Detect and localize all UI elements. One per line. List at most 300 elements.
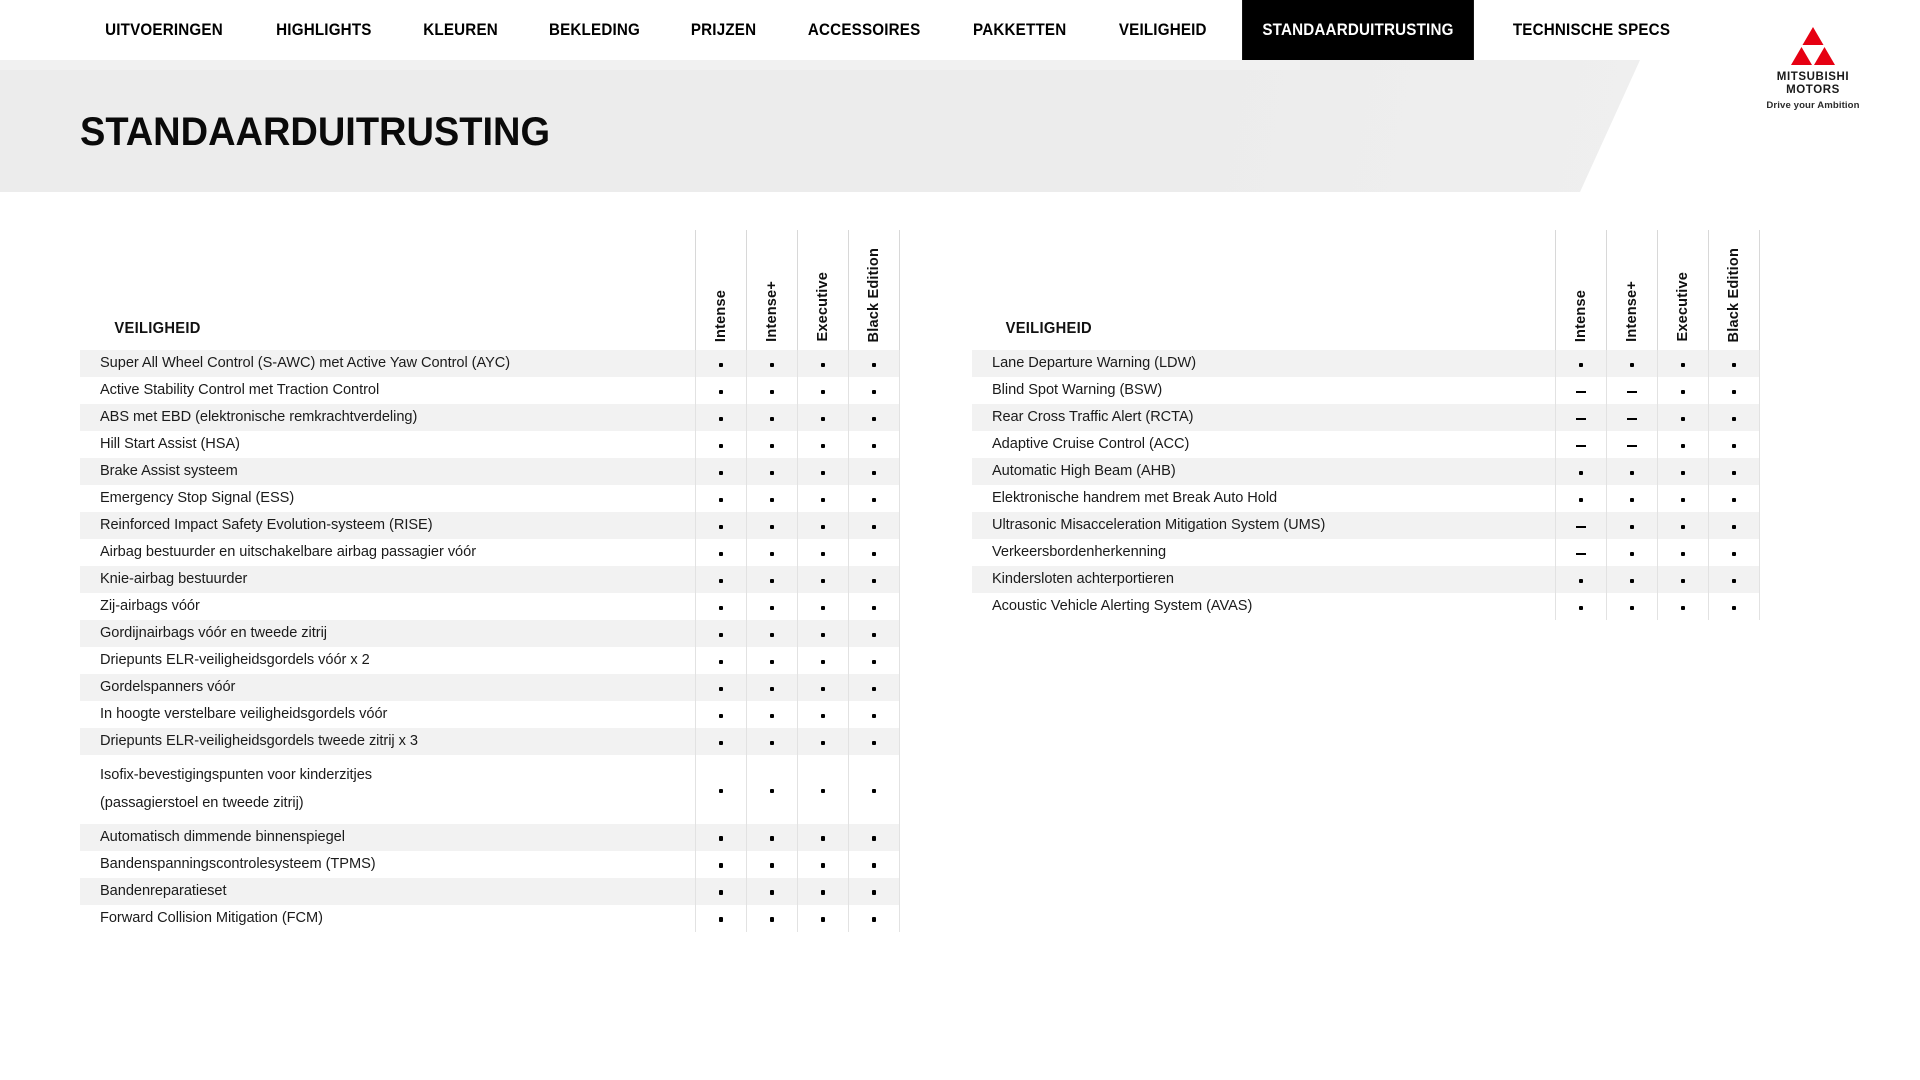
availability-dot <box>1709 404 1760 431</box>
availability-dot <box>747 878 798 905</box>
dot-icon <box>719 633 724 638</box>
availability-dot <box>1607 458 1658 485</box>
dot-icon <box>821 714 826 719</box>
dot-icon <box>872 417 877 422</box>
dot-icon <box>1732 498 1737 503</box>
availability-dot <box>798 404 849 431</box>
nav-item-uitvoeringen[interactable]: UITVOERINGEN <box>105 20 223 39</box>
table-row <box>80 824 900 851</box>
dot-icon <box>719 741 724 746</box>
page-banner <box>0 60 1920 192</box>
dot-icon <box>872 863 877 868</box>
dot-icon <box>872 498 877 503</box>
dot-icon <box>770 552 775 557</box>
feature-label: Bandenspanningscontrolesysteem (TPMS) <box>80 851 696 878</box>
availability-dot <box>1607 485 1658 512</box>
table-row <box>972 593 1760 620</box>
availability-dot <box>849 512 900 539</box>
availability-dot <box>1658 566 1709 593</box>
availability-dot <box>696 458 747 485</box>
availability-dot <box>1709 431 1760 458</box>
trim-column-header <box>696 230 747 350</box>
availability-dot <box>747 674 798 701</box>
dot-icon <box>1681 444 1686 449</box>
nav-item-prijzen[interactable]: PRIJZEN <box>690 20 757 39</box>
availability-dot <box>798 728 849 755</box>
dot-icon <box>821 552 826 557</box>
table-row <box>80 701 900 728</box>
brand-tagline: Drive your Ambition <box>1766 99 1860 111</box>
dot-icon <box>1732 417 1737 422</box>
dash-icon <box>1576 553 1586 555</box>
dot-icon <box>872 606 877 611</box>
dot-icon <box>821 660 826 665</box>
trim-column-label: Executive <box>1674 272 1691 342</box>
trim-column-header <box>1658 230 1709 350</box>
trim-column-label: Intense+ <box>763 281 780 342</box>
availability-dot <box>696 350 747 377</box>
category-heading: VEILIGHEID <box>114 320 201 337</box>
nav-item-highlights[interactable]: HIGHLIGHTS <box>276 20 372 39</box>
dot-icon <box>821 363 826 368</box>
feature-label: Bandenreparatieset <box>80 878 696 905</box>
trim-column-label: Black Edition <box>865 247 882 342</box>
dot-icon <box>770 525 775 530</box>
dot-icon <box>1630 498 1635 503</box>
dot-icon <box>1681 471 1686 476</box>
availability-dot <box>696 539 747 566</box>
availability-dot <box>1556 458 1607 485</box>
nav-item-technische-specs[interactable]: TECHNISCHE SPECS <box>1512 20 1671 39</box>
dot-icon <box>770 890 775 895</box>
availability-dash <box>1556 539 1607 566</box>
feature-label: Kindersloten achterportieren <box>972 566 1556 593</box>
availability-dot <box>849 431 900 458</box>
trim-column-label: Black Edition <box>1725 247 1742 342</box>
dot-icon <box>770 714 775 719</box>
dot-icon <box>770 741 775 746</box>
dot-icon <box>719 917 724 922</box>
table-row <box>972 404 1760 431</box>
availability-dot <box>849 647 900 674</box>
dot-icon <box>872 660 877 665</box>
feature-label: Reinforced Impact Safety Evolution-systeem (RISE) <box>80 512 696 539</box>
availability-dot <box>747 458 798 485</box>
dot-icon <box>1681 417 1686 422</box>
dot-icon <box>821 390 826 395</box>
feature-label: Adaptive Cruise Control (ACC) <box>972 431 1556 458</box>
dot-icon <box>872 444 877 449</box>
specs-table-block-2 <box>900 230 1760 932</box>
feature-label: Zij-airbags vóór <box>80 593 696 620</box>
feature-label: Gordijnairbags vóór en tweede zitrij <box>80 620 696 647</box>
availability-dot <box>696 431 747 458</box>
table-header-row <box>80 230 900 350</box>
table-row <box>80 593 900 620</box>
dot-icon <box>770 444 775 449</box>
availability-dot <box>1658 512 1709 539</box>
dot-icon <box>719 890 724 895</box>
availability-dot <box>1709 593 1760 620</box>
table-row <box>80 851 900 878</box>
availability-dot <box>747 593 798 620</box>
availability-dot <box>1658 350 1709 377</box>
availability-dot <box>1709 485 1760 512</box>
dot-icon <box>821 444 826 449</box>
availability-dot <box>1556 485 1607 512</box>
availability-dot <box>1658 458 1709 485</box>
availability-dot <box>849 539 900 566</box>
availability-dot <box>696 824 747 851</box>
dot-icon <box>1681 606 1686 611</box>
table-header-row <box>972 230 1760 350</box>
dot-icon <box>821 525 826 530</box>
availability-dot <box>798 878 849 905</box>
availability-dot <box>1709 350 1760 377</box>
table-row <box>972 431 1760 458</box>
availability-dash <box>1556 431 1607 458</box>
feature-label: Brake Assist systeem <box>80 458 696 485</box>
availability-dot <box>696 512 747 539</box>
dot-icon <box>719 863 724 868</box>
dot-icon <box>821 890 826 895</box>
dot-icon <box>1732 525 1737 530</box>
dot-icon <box>770 579 775 584</box>
availability-dot <box>798 620 849 647</box>
dot-icon <box>821 687 826 692</box>
dot-icon <box>770 836 775 841</box>
dot-icon <box>821 836 826 841</box>
availability-dot <box>1556 566 1607 593</box>
availability-dot <box>696 377 747 404</box>
availability-dot <box>1658 593 1709 620</box>
table-row <box>80 512 900 539</box>
availability-dot <box>798 377 849 404</box>
dot-icon <box>821 789 826 794</box>
availability-dot <box>1709 566 1760 593</box>
dot-icon <box>1732 606 1737 611</box>
availability-dot <box>1556 350 1607 377</box>
nav-item-veiligheid[interactable]: VEILIGHEID <box>1118 20 1207 39</box>
trim-column-label: Intense <box>1572 289 1589 342</box>
dot-icon <box>1681 579 1686 584</box>
dot-icon <box>770 789 775 794</box>
dot-icon <box>719 525 724 530</box>
availability-dash <box>1607 431 1658 458</box>
dot-icon <box>1630 579 1635 584</box>
availability-dot <box>849 851 900 878</box>
trim-column-label: Executive <box>814 272 831 342</box>
nav-item-kleuren[interactable]: KLEUREN <box>422 20 498 39</box>
feature-label: Ultrasonic Misacceleration Mitigation System (UMS) <box>972 512 1556 539</box>
feature-label <box>80 755 696 824</box>
availability-dot <box>849 728 900 755</box>
trim-column-header <box>1709 230 1760 350</box>
availability-dot <box>798 566 849 593</box>
availability-dot <box>1556 593 1607 620</box>
dot-icon <box>821 863 826 868</box>
dot-icon <box>770 471 775 476</box>
specs-content <box>0 192 1920 932</box>
availability-dot <box>849 458 900 485</box>
table-row <box>80 350 900 377</box>
dash-icon <box>1627 391 1637 393</box>
availability-dot <box>798 905 849 932</box>
trim-column-label: Intense <box>712 289 729 342</box>
availability-dot <box>1658 431 1709 458</box>
table-row <box>972 377 1760 404</box>
availability-dot <box>747 539 798 566</box>
dot-icon <box>872 890 877 895</box>
availability-dot <box>798 512 849 539</box>
feature-label: Rear Cross Traffic Alert (RCTA) <box>972 404 1556 431</box>
feature-label: Driepunts ELR-veiligheidsgordels vóór x 2 <box>80 647 696 674</box>
dot-icon <box>770 863 775 868</box>
feature-label-line: Isofix-bevestigingspunten voor kinderzitjes <box>100 767 373 783</box>
dot-icon <box>821 498 826 503</box>
table-row <box>80 755 900 824</box>
availability-dot <box>798 350 849 377</box>
dot-icon <box>1681 363 1686 368</box>
availability-dot <box>798 458 849 485</box>
dot-icon <box>872 363 877 368</box>
feature-label: Emergency Stop Signal (ESS) <box>80 485 696 512</box>
availability-dot <box>696 851 747 878</box>
dot-icon <box>821 417 826 422</box>
table-row <box>972 566 1760 593</box>
dot-icon <box>821 579 826 584</box>
dot-icon <box>1732 552 1737 557</box>
dot-icon <box>872 741 877 746</box>
availability-dot <box>798 593 849 620</box>
dot-icon <box>872 471 877 476</box>
feature-label: Verkeersbordenherkenning <box>972 539 1556 566</box>
feature-label: Lane Departure Warning (LDW) <box>972 350 1556 377</box>
dot-icon <box>872 836 877 841</box>
dot-icon <box>872 789 877 794</box>
specs-table <box>80 230 900 932</box>
availability-dot <box>849 824 900 851</box>
dot-icon <box>719 471 724 476</box>
dash-icon <box>1576 445 1586 447</box>
trim-column-label: Intense+ <box>1623 281 1640 342</box>
dash-icon <box>1576 418 1586 420</box>
brand-name-line1: MITSUBISHI <box>1776 71 1850 83</box>
availability-dot <box>849 620 900 647</box>
availability-dot <box>747 566 798 593</box>
dot-icon <box>821 471 826 476</box>
table-row <box>80 539 900 566</box>
dot-icon <box>1630 363 1635 368</box>
feature-label: Automatic High Beam (AHB) <box>972 458 1556 485</box>
availability-dot <box>747 377 798 404</box>
dot-icon <box>1579 363 1584 368</box>
availability-dot <box>798 701 849 728</box>
availability-dot <box>747 404 798 431</box>
availability-dot <box>696 728 747 755</box>
trim-column-header <box>849 230 900 350</box>
table-row <box>972 539 1760 566</box>
feature-label: Acoustic Vehicle Alerting System (AVAS) <box>972 593 1556 620</box>
dot-icon <box>872 552 877 557</box>
availability-dot <box>798 431 849 458</box>
dot-icon <box>1732 444 1737 449</box>
availability-dot <box>849 404 900 431</box>
availability-dot <box>1658 485 1709 512</box>
banner-top-strip <box>0 60 1300 70</box>
availability-dot <box>798 755 849 824</box>
dot-icon <box>770 606 775 611</box>
table-row <box>972 350 1760 377</box>
dot-icon <box>872 633 877 638</box>
availability-dot <box>696 647 747 674</box>
feature-label: Super All Wheel Control (S-AWC) met Active Yaw Control (AYC) <box>80 350 696 377</box>
dot-icon <box>719 660 724 665</box>
availability-dot <box>747 431 798 458</box>
availability-dot <box>747 824 798 851</box>
table-row <box>80 674 900 701</box>
dot-icon <box>770 417 775 422</box>
nav-item-accessoires[interactable]: ACCESSOIRES <box>807 20 921 39</box>
availability-dot <box>1709 539 1760 566</box>
feature-label: Elektronische handrem met Break Auto Hold <box>972 485 1556 512</box>
dot-icon <box>770 498 775 503</box>
nav-item-standaarduitrusting[interactable]: STANDAARDUITRUSTING <box>1242 0 1474 60</box>
trim-column-header <box>798 230 849 350</box>
brand-name <box>1754 71 1872 97</box>
availability-dot <box>747 728 798 755</box>
availability-dot <box>849 593 900 620</box>
availability-dot <box>696 593 747 620</box>
table-row <box>80 431 900 458</box>
specs-table <box>972 230 1760 620</box>
availability-dot <box>798 647 849 674</box>
availability-dot <box>747 350 798 377</box>
nav-item-bekleding[interactable]: BEKLEDING <box>548 20 640 39</box>
specs-table-block-1 <box>0 230 900 932</box>
availability-dot <box>1709 458 1760 485</box>
dot-icon <box>719 552 724 557</box>
feature-label: Automatisch dimmende binnenspiegel <box>80 824 696 851</box>
availability-dot <box>849 878 900 905</box>
dot-icon <box>1579 579 1584 584</box>
dot-icon <box>872 579 877 584</box>
availability-dot <box>747 851 798 878</box>
availability-dot <box>849 701 900 728</box>
availability-dot <box>747 701 798 728</box>
availability-dot <box>696 701 747 728</box>
availability-dash <box>1556 404 1607 431</box>
feature-label: Blind Spot Warning (BSW) <box>972 377 1556 404</box>
dot-icon <box>872 525 877 530</box>
trim-column-header <box>747 230 798 350</box>
availability-dot <box>696 755 747 824</box>
dot-icon <box>719 836 724 841</box>
dot-icon <box>872 714 877 719</box>
availability-dot <box>747 620 798 647</box>
availability-dot <box>696 905 747 932</box>
dot-icon <box>1732 390 1737 395</box>
mitsubishi-logo[interactable] <box>1754 26 1872 111</box>
table-row <box>80 728 900 755</box>
table-row <box>80 485 900 512</box>
table-row <box>80 404 900 431</box>
dash-icon <box>1576 526 1586 528</box>
main-navigation <box>0 0 1920 60</box>
feature-label: Driepunts ELR-veiligheidsgordels tweede zitrij x 3 <box>80 728 696 755</box>
availability-dot <box>798 824 849 851</box>
category-heading: VEILIGHEID <box>1005 320 1092 337</box>
availability-dot <box>747 755 798 824</box>
dot-icon <box>770 390 775 395</box>
dot-icon <box>719 498 724 503</box>
trim-column-header <box>1556 230 1607 350</box>
feature-label: Gordelspanners vóór <box>80 674 696 701</box>
availability-dot <box>1607 593 1658 620</box>
dot-icon <box>821 606 826 611</box>
availability-dot <box>849 350 900 377</box>
dot-icon <box>719 390 724 395</box>
dash-icon <box>1627 445 1637 447</box>
feature-label: Knie-airbag bestuurder <box>80 566 696 593</box>
feature-label: Hill Start Assist (HSA) <box>80 431 696 458</box>
availability-dot <box>747 512 798 539</box>
dot-icon <box>770 363 775 368</box>
dot-icon <box>1630 471 1635 476</box>
availability-dot <box>1607 539 1658 566</box>
dot-icon <box>770 687 775 692</box>
availability-dash <box>1607 404 1658 431</box>
feature-label: Airbag bestuurder en uitschakelbare airbag passagier vóór <box>80 539 696 566</box>
dot-icon <box>719 606 724 611</box>
dot-icon <box>1681 552 1686 557</box>
dot-icon <box>1630 552 1635 557</box>
dot-icon <box>719 789 724 794</box>
dot-icon <box>821 917 826 922</box>
availability-dot <box>696 404 747 431</box>
dot-icon <box>1681 390 1686 395</box>
dot-icon <box>1579 471 1584 476</box>
availability-dot <box>1658 404 1709 431</box>
feature-label-line: (passagierstoel en tweede zitrij) <box>100 795 304 812</box>
dot-icon <box>1681 525 1686 530</box>
dot-icon <box>1732 471 1737 476</box>
feature-label: Forward Collision Mitigation (FCM) <box>80 905 696 932</box>
table-row <box>972 512 1760 539</box>
dot-icon <box>770 917 775 922</box>
dot-icon <box>872 687 877 692</box>
dot-icon <box>821 633 826 638</box>
dot-icon <box>1630 606 1635 611</box>
availability-dot <box>696 485 747 512</box>
table-row <box>80 647 900 674</box>
availability-dot <box>696 566 747 593</box>
availability-dot <box>849 377 900 404</box>
availability-dot <box>696 878 747 905</box>
dot-icon <box>1579 498 1584 503</box>
nav-item-pakketten[interactable]: PAKKETTEN <box>973 20 1067 39</box>
availability-dot <box>696 674 747 701</box>
availability-dot <box>849 905 900 932</box>
table-row <box>80 620 900 647</box>
dash-icon <box>1627 418 1637 420</box>
availability-dot <box>1658 377 1709 404</box>
table-row <box>80 566 900 593</box>
availability-dot <box>1607 350 1658 377</box>
availability-dash <box>1556 377 1607 404</box>
page-title: STANDAARDUITRUSTING <box>80 110 551 154</box>
dot-icon <box>770 660 775 665</box>
